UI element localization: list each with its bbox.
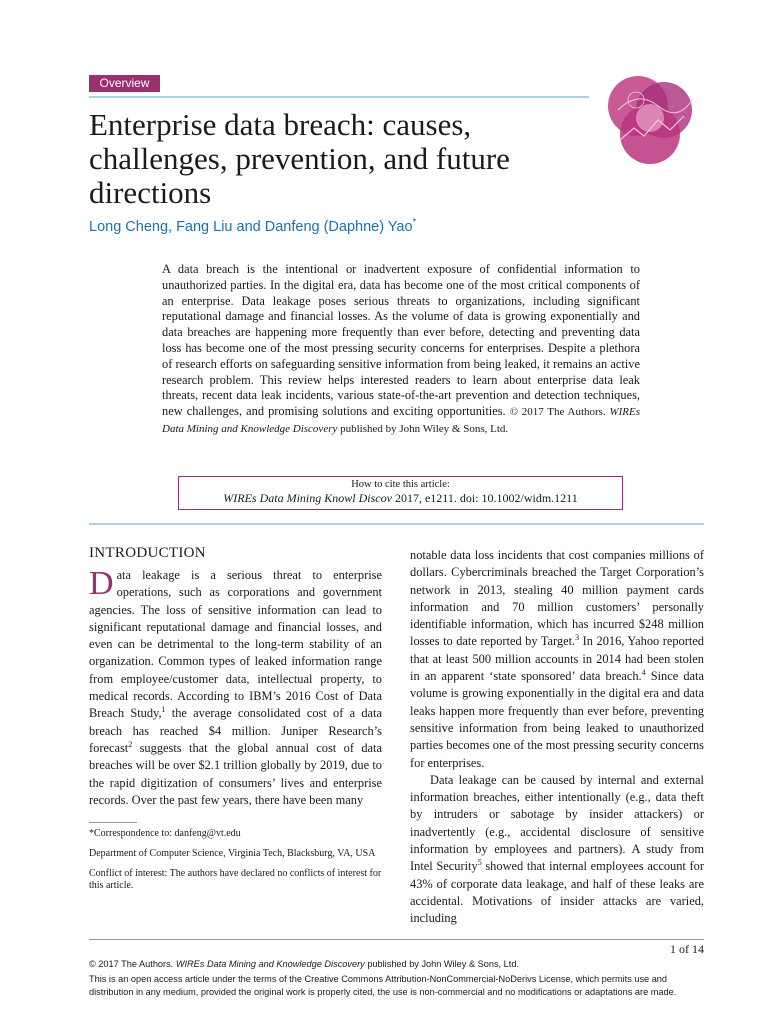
abstract-journal: WIREs Data Mining and Knowledge Discovery bbox=[162, 406, 640, 435]
reference-4[interactable]: 4 bbox=[641, 667, 646, 677]
correspondence-note: *Correspondence to: danfeng@vt.edu bbox=[89, 828, 241, 839]
intro-text-1a: ata leakage is a serious threat to enterprise operations, such as corporations and government agencies. The loss of sensitive information can lead to significant reputational damage and financial losses, and even can be detrimental to the long-term stability of an organization. Common types of leaked information range from employee/customer data, intellectual property, to medical records. According to IBM’s 2016 Cost of Data Breach Study, bbox=[89, 568, 382, 721]
abstract-copyright-suffix: published by John Wiley & Sons, Ltd. bbox=[340, 422, 509, 435]
conflict-note: Conflict of interest: The authors have declared no conflicts of interest for this article. bbox=[89, 868, 382, 891]
intro-text-1c: suggests that the global annual cost of data breaches will be over $2.1 trillion globally by 2019, due to the rapid digitization of consumers’ lives and enterprise records. Over the past few years, there have been many bbox=[89, 740, 382, 807]
intro-paragraph-1-cont bbox=[410, 547, 704, 772]
right-column bbox=[410, 547, 704, 928]
intro-text-r2a: Data leakage can be caused by internal and external information breaches, either intentionally (e.g., data theft by intruders or sabotage by insider attackers) or inadvertently (e.g., accidental disclosure of sensitive information by employees and partners). A study from Intel Security bbox=[410, 772, 704, 874]
left-column bbox=[89, 544, 382, 809]
footer-journal: WIREs Data Mining and Knowledge Discovery bbox=[175, 959, 365, 969]
article-title: Enterprise data breach: causes, challenges, prevention, and future directions bbox=[89, 107, 510, 210]
page-number: 1 of 14 bbox=[670, 942, 704, 956]
intro-text-r2b: showed that internal employees account for 43% of corporate data leakage, and half of these leaks are accidental. Motivations of insider attacks are varied, including bbox=[410, 859, 704, 926]
abstract-copyright-prefix: © 2017 The Authors. bbox=[509, 406, 606, 419]
section-rule bbox=[89, 523, 704, 525]
footer-rule bbox=[89, 939, 704, 940]
reference-5[interactable]: 5 bbox=[477, 858, 482, 868]
intro-text-1b: the average consolidated cost of a data breach has reached $4 million. Juniper Research’s forecast bbox=[89, 706, 382, 755]
abstract-text: A data breach is the intentional or inadvertent exposure of confidential information to unauthorized parties. In the digital era, data has become one of the most critical components of an enterprise. Data leakage poses serious threats to organizations, including significant reputational damage and financial losses. As the volume of data is growing exponentially and data breaches are happening more frequently than ever before, detecting and preventing data loss has become one of the most pressing security concerns for enterprises. Despite a plethora of research efforts on safeguarding sensitive information from being leaked, it remains an active research problem. This review helps interested readers to learn about enterprise data leak threats, recent data leak incidents, various state-of-the-art prevention and detection techniques, new challenges, and promising solutions and exciting opportunities. bbox=[162, 262, 640, 419]
overview-tag: Overview bbox=[89, 75, 160, 92]
citation-text bbox=[179, 491, 622, 506]
footer-copyright-prefix: © 2017 The Authors. bbox=[89, 959, 174, 969]
intro-text-r1b: In 2016, Yahoo reported that at least 500 million accounts in 2014 had been stolen in an apparent ‘state sponsored’ data breach. bbox=[410, 634, 704, 684]
abstract bbox=[162, 262, 640, 438]
citation-box bbox=[178, 476, 623, 510]
reference-2[interactable]: 2 bbox=[128, 739, 133, 749]
intro-paragraph-2 bbox=[410, 772, 704, 928]
author-mark: * bbox=[412, 217, 417, 229]
drop-cap: D bbox=[89, 565, 114, 602]
footer-copyright bbox=[89, 959, 519, 969]
intro-text-r1a: notable data loss incidents that cost companies millions of dollars. Cybercriminals breached the Target Corporation’s network in 2013, stealing 40 million payment cards information and 70 million customers’ personally identifiable information, which has incurred $248 million losses to date reported by Target. bbox=[410, 548, 704, 649]
footer-copyright-suffix: published by John Wiley & Sons, Ltd. bbox=[367, 959, 519, 969]
journal-logo-icon bbox=[600, 70, 700, 170]
header-rule bbox=[89, 96, 589, 98]
citation-details: 2017, e1211. doi: 10.1002/widm.1211 bbox=[394, 491, 578, 505]
citation-heading: How to cite this article: bbox=[351, 479, 450, 490]
reference-1[interactable]: 1 bbox=[161, 705, 166, 715]
affiliation-note: Department of Computer Science, Virginia Tech, Blacksburg, VA, USA bbox=[89, 848, 376, 859]
reference-3[interactable]: 3 bbox=[575, 633, 580, 643]
intro-paragraph-1 bbox=[89, 567, 382, 809]
intro-text-r1c: Since data volume is growing exponentially in the digital era and data leaks happen more frequently than ever before, preventing sensitive information from being leaked to unauthorized parties becomes one of the most pressing security concerns for enterprises. bbox=[410, 669, 704, 770]
citation-journal: WIREs Data Mining Knowl Discov bbox=[223, 491, 392, 505]
footnotes bbox=[89, 828, 382, 900]
section-heading-introduction: INTRODUCTION bbox=[89, 545, 206, 561]
footnote-rule bbox=[89, 822, 137, 823]
license-note: This is an open access article under the terms of the Creative Commons Attribution-NonCommercial-NoDerivs License, which permits use and distribution in any medium, provided the original work is properly cited, the use is non-commercial and no modifications or adaptations are made. bbox=[89, 974, 677, 997]
author-names: Long Cheng, Fang Liu and Danfeng (Daphne) Yao bbox=[89, 219, 413, 235]
author-list bbox=[89, 219, 416, 235]
